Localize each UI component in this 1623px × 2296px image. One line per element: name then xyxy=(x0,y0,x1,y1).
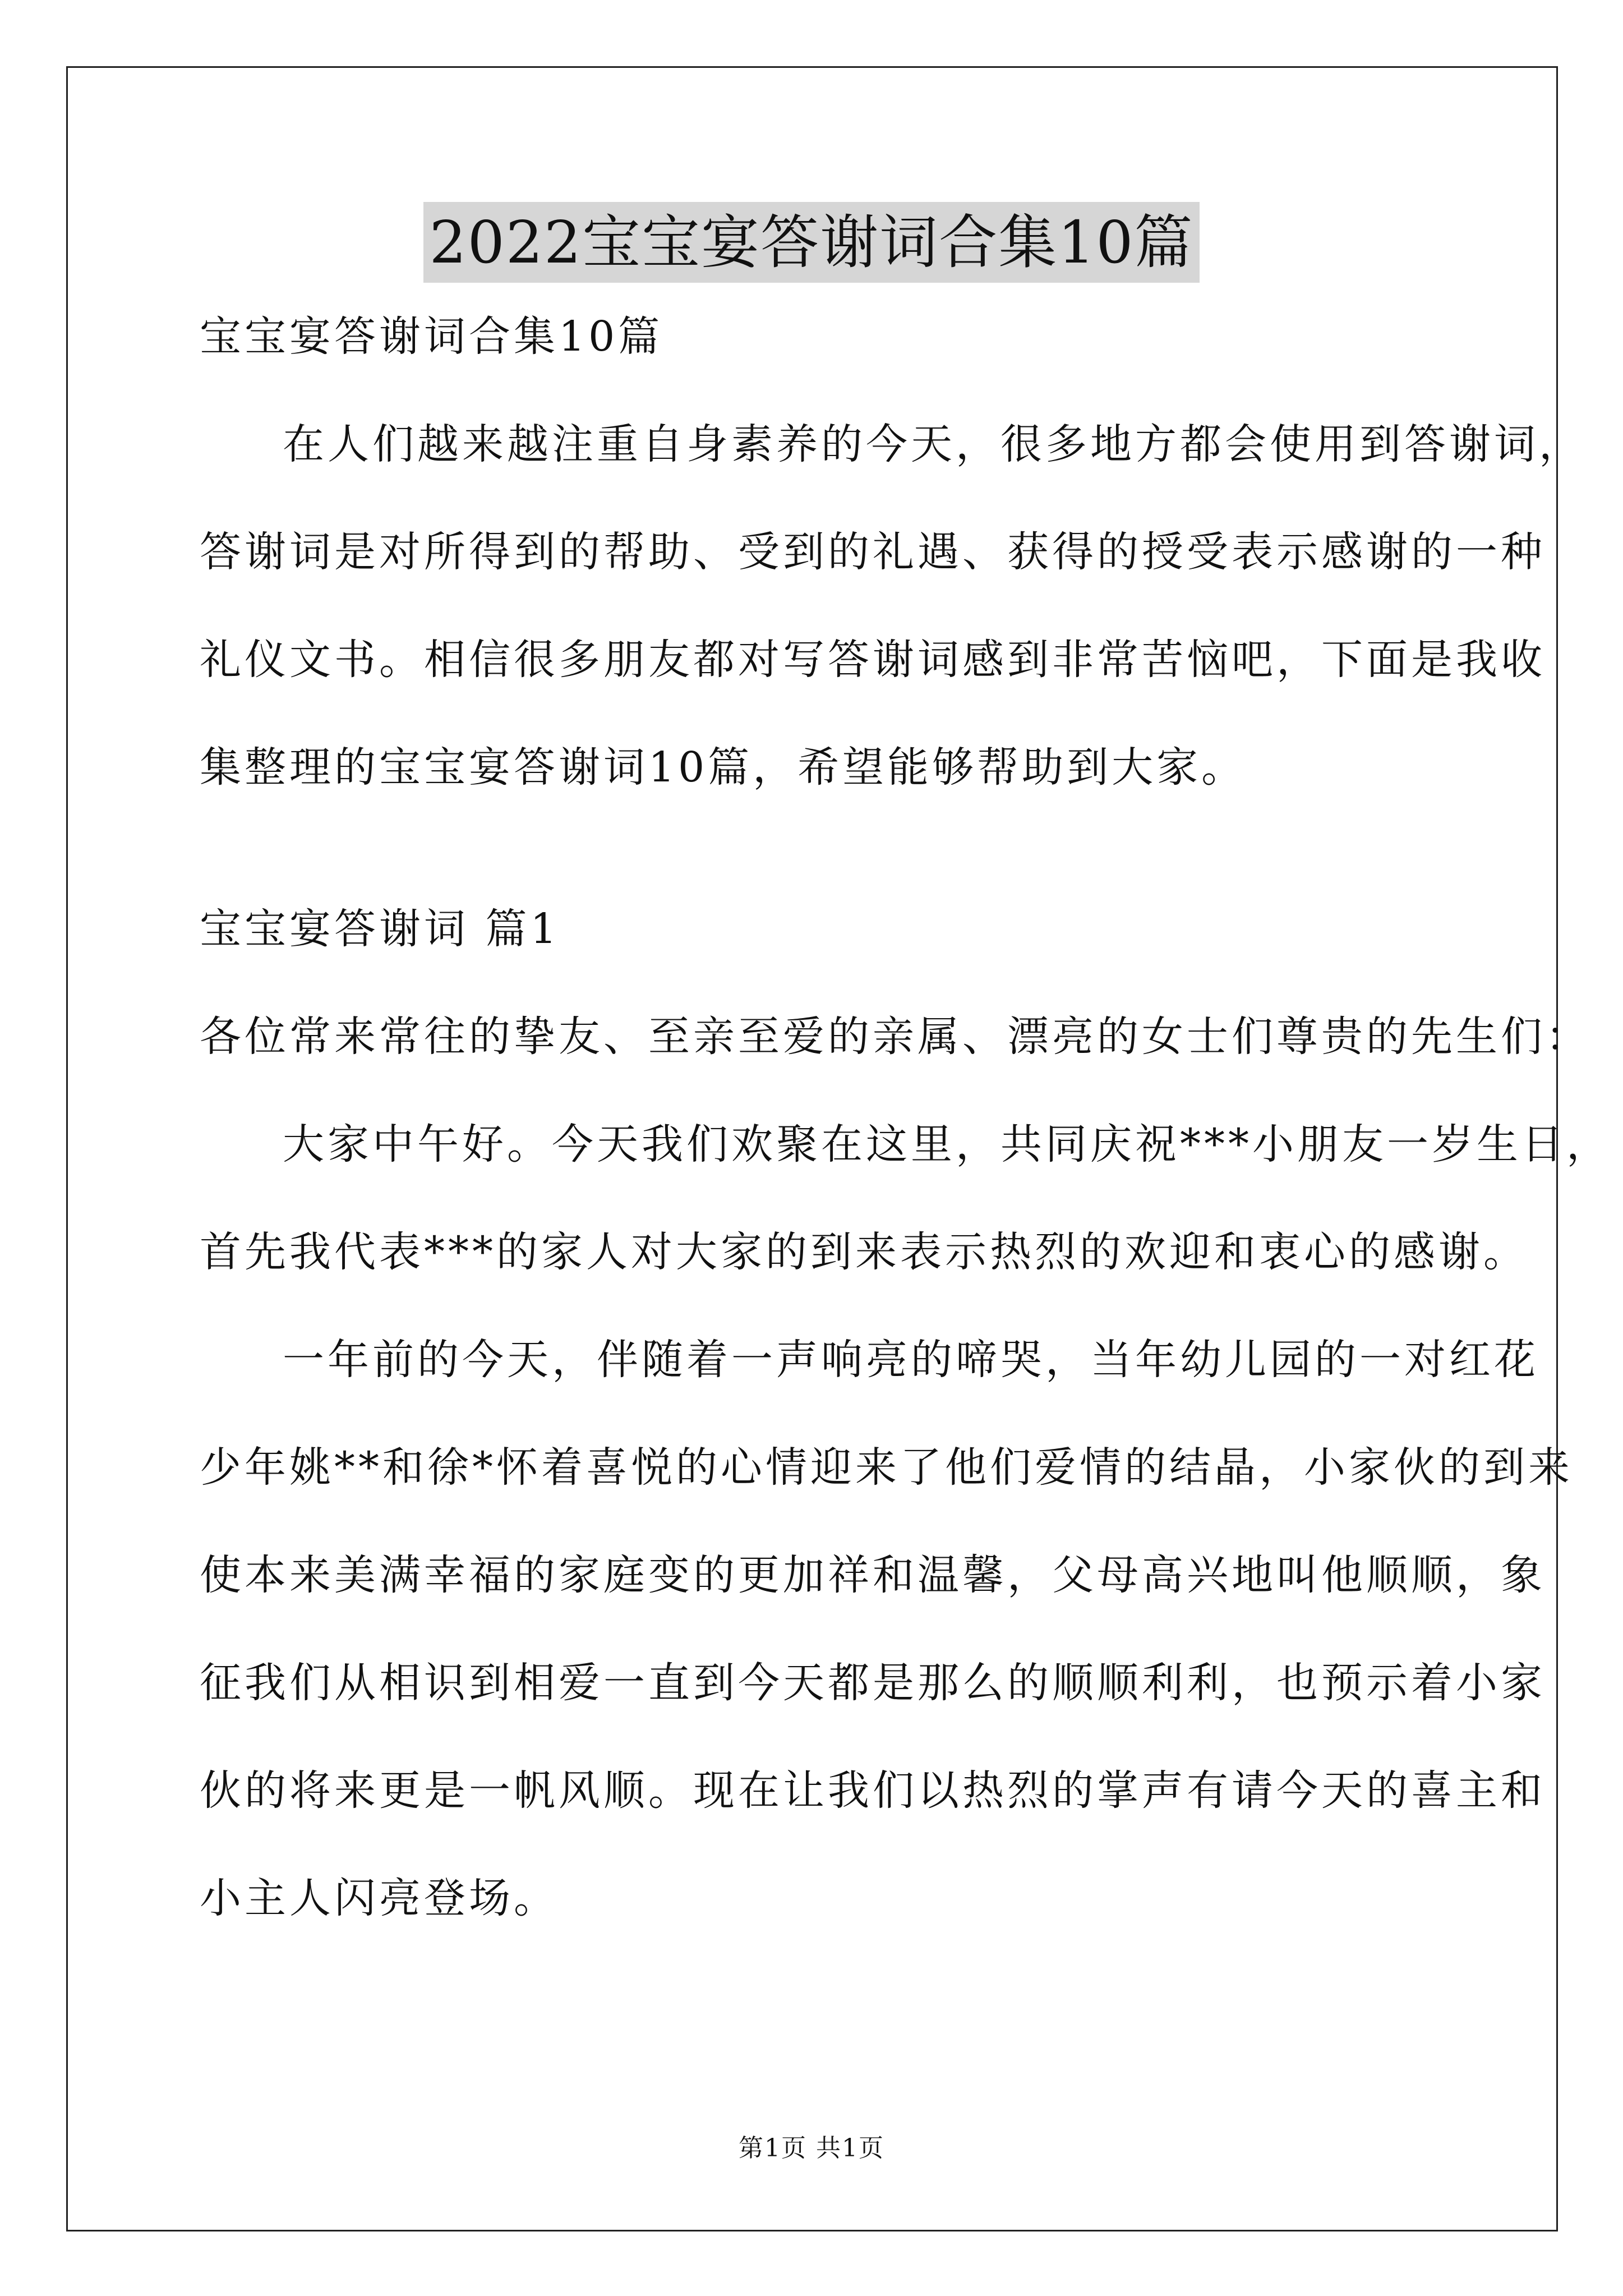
salutation: 各位常来常往的挚友、至亲至爱的亲属、漂亮的女士们尊贵的先生们： xyxy=(200,1013,1590,1061)
para1-line-1: 大家中午好。今天我们欢聚在这里，共同庆祝***小朋友一岁生日， xyxy=(283,1120,1611,1168)
title-container xyxy=(0,202,1623,283)
document-title: 2022宝宝宴答谢词合集10篇 xyxy=(423,202,1199,283)
intro-line-3: 礼仪文书。相信很多朋友都对写答谢词感到非常苦恼吧，下面是我收 xyxy=(200,636,1546,684)
document-body xyxy=(200,310,1611,1925)
page-number-footer: 第1页 共1页 xyxy=(739,2134,884,2162)
intro-line-2: 答谢词是对所得到的帮助、受到的礼遇、获得的授受表示感谢的一种 xyxy=(200,528,1546,576)
para1-line-2: 首先我代表***的家人对大家的到来表示热烈的欢迎和衷心的感谢。 xyxy=(200,1228,1528,1276)
intro-line-4: 集整理的宝宝宴答谢词10篇，希望能够帮助到大家。 xyxy=(200,743,1247,792)
intro-line-1: 在人们越来越注重自身素养的今天，很多地方都会使用到答谢词， xyxy=(283,420,1584,468)
para2-line-2: 少年姚**和徐*怀着喜悦的心情迎来了他们爱情的结晶，小家伙的到来 xyxy=(200,1443,1573,1492)
section-spacer xyxy=(200,794,1433,902)
section-heading: 宝宝宴答谢词 篇1 xyxy=(200,905,560,953)
para2-line-5: 伙的将来更是一帆风顺。现在让我们以热烈的掌声有请今天的喜主和 xyxy=(200,1766,1546,1815)
para2-line-4: 征我们从相识到相爱一直到今天都是那么的顺顺利利，也预示着小家 xyxy=(200,1659,1546,1707)
para2-line-1: 一年前的今天，伴随着一声响亮的啼哭，当年幼儿园的一对红花 xyxy=(283,1336,1539,1384)
document-subtitle: 宝宝宴答谢词合集10篇 xyxy=(200,312,663,361)
para2-line-6: 小主人闪亮登场。 xyxy=(200,1874,559,1922)
para2-line-3: 使本来美满幸福的家庭变的更加祥和温馨，父母高兴地叫他顺顺，象 xyxy=(200,1551,1546,1599)
